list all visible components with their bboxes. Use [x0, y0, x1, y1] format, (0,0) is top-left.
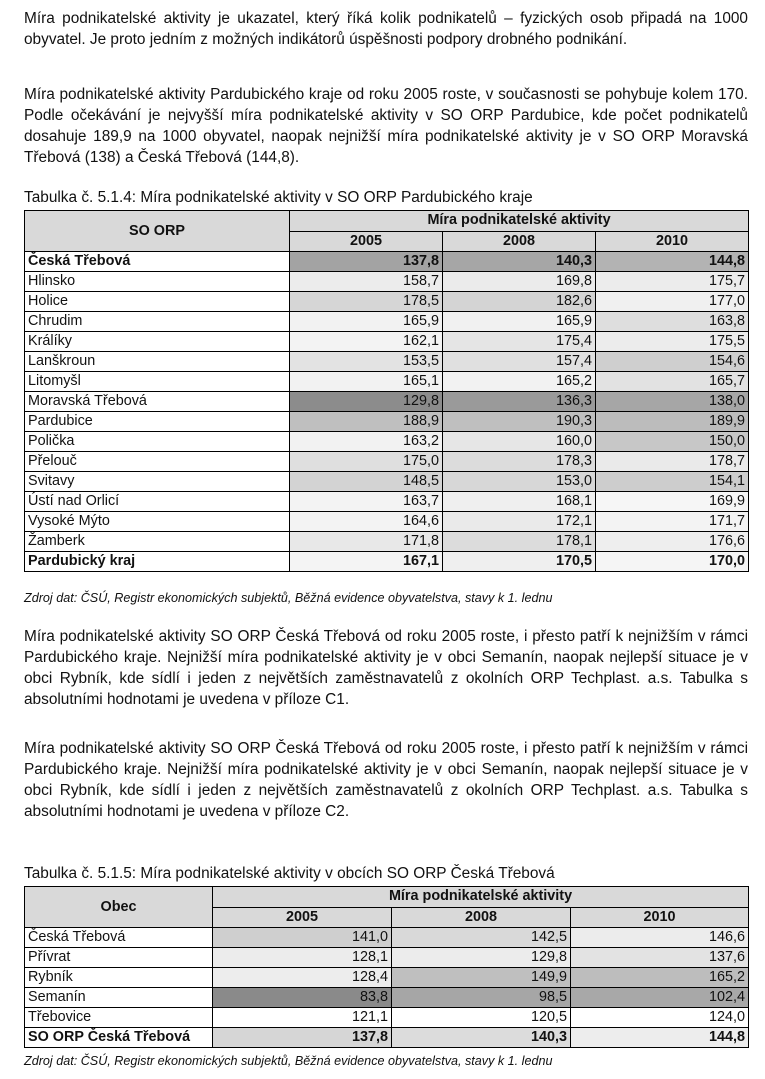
table-row — [25, 372, 749, 392]
value-cell: 177,0 — [596, 292, 749, 312]
table-row — [25, 492, 749, 512]
value-cell: 102,4 — [571, 988, 749, 1008]
row-label: Litomyšl — [25, 372, 290, 392]
table-row — [25, 1028, 749, 1048]
value-cell: 136,3 — [443, 392, 596, 412]
table-obce-activity — [24, 886, 749, 1048]
table2-source: Zdroj dat: ČSÚ, Registr ekonomických subjektů, Běžná evidence obyvatelstva, stavy k 1. lednu — [24, 1054, 553, 1068]
value-cell: 142,5 — [392, 928, 571, 948]
value-cell: 148,5 — [290, 472, 443, 492]
value-cell: 141,0 — [213, 928, 392, 948]
value-cell: 160,0 — [443, 432, 596, 452]
value-cell: 170,0 — [596, 552, 749, 572]
value-cell: 169,9 — [596, 492, 749, 512]
table1-body — [25, 252, 749, 572]
row-label: Chrudim — [25, 312, 290, 332]
row-label: Ústí nad Orlicí — [25, 492, 290, 512]
value-cell: 171,7 — [596, 512, 749, 532]
value-cell: 163,2 — [290, 432, 443, 452]
row-label: Přelouč — [25, 452, 290, 472]
table-row — [25, 292, 749, 312]
value-cell: 178,5 — [290, 292, 443, 312]
table-row — [25, 928, 749, 948]
value-cell: 146,6 — [571, 928, 749, 948]
row-label: Polička — [25, 432, 290, 452]
row-label: Třebovice — [25, 1008, 213, 1028]
value-cell: 149,9 — [392, 968, 571, 988]
table-row — [25, 948, 749, 968]
table1-header-so-orp: SO ORP — [25, 211, 290, 252]
value-cell: 165,2 — [443, 372, 596, 392]
table-row — [25, 312, 749, 332]
table-row — [25, 252, 749, 272]
value-cell: 163,7 — [290, 492, 443, 512]
value-cell: 140,3 — [392, 1028, 571, 1048]
row-label: Moravská Třebová — [25, 392, 290, 412]
paragraph-ceska-trebova-c2: Míra podnikatelské aktivity SO ORP Česká Třebová od roku 2005 roste, i přesto patří k nejnižším v rámci Pardubického kraje. Nejnižší míra podnikatelské aktivity je v obci Semanín, naopak nejlepší situace je v obci Rybník, kde sídlí i jeden z největších zaměstnavatelů z okolních ORP Techplast. a.s. Tabulka s absolutními hodnotami je uvedena v příloze C2. — [24, 740, 748, 820]
value-cell: 153,0 — [443, 472, 596, 492]
value-cell: 165,2 — [571, 968, 749, 988]
value-cell: 172,1 — [443, 512, 596, 532]
paragraph-pardubice-region: Míra podnikatelské aktivity Pardubického kraje od roku 2005 roste, v současnosti se pohybuje kolem 170. Podle očekávání je nejvyšší míra podnikatelské aktivity v SO ORP Pardubice, kde počet podnikatelů dosahuje 189,9 na 1000 obyvatel, naopak nejnižší míra podnikatelské aktivity je v SO ORP Moravská Třebová (138) a Česká Třebová (144,8). — [24, 86, 748, 166]
value-cell: 120,5 — [392, 1008, 571, 1028]
value-cell: 190,3 — [443, 412, 596, 432]
table-row — [25, 452, 749, 472]
row-label: Přívrat — [25, 948, 213, 968]
value-cell: 171,8 — [290, 532, 443, 552]
table2-header-year: 2008 — [392, 907, 571, 928]
value-cell: 137,6 — [571, 948, 749, 968]
value-cell: 165,1 — [290, 372, 443, 392]
table-row — [25, 432, 749, 452]
table-row — [25, 392, 749, 412]
row-label: Semanín — [25, 988, 213, 1008]
value-cell: 150,0 — [596, 432, 749, 452]
value-cell: 140,3 — [443, 252, 596, 272]
value-cell: 164,6 — [290, 512, 443, 532]
value-cell: 137,8 — [213, 1028, 392, 1048]
row-label: Králíky — [25, 332, 290, 352]
value-cell: 154,1 — [596, 472, 749, 492]
table1-source: Zdroj dat: ČSÚ, Registr ekonomických subjektů, Běžná evidence obyvatelstva, stavy k 1. lednu — [24, 591, 553, 605]
value-cell: 178,1 — [443, 532, 596, 552]
value-cell: 189,9 — [596, 412, 749, 432]
value-cell: 178,3 — [443, 452, 596, 472]
row-label: Lanškroun — [25, 352, 290, 372]
table2-header-year: 2010 — [571, 907, 749, 928]
value-cell: 153,5 — [290, 352, 443, 372]
value-cell: 165,9 — [290, 312, 443, 332]
table1-header-group: Míra podnikatelské aktivity — [290, 211, 749, 232]
table-row — [25, 412, 749, 432]
table2-header-group: Míra podnikatelské aktivity — [213, 887, 749, 908]
value-cell: 98,5 — [392, 988, 571, 1008]
value-cell: 129,8 — [290, 392, 443, 412]
table2-header-obec: Obec — [25, 887, 213, 928]
table2-caption: Tabulka č. 5.1.5: Míra podnikatelské aktivity v obcích SO ORP Česká Třebová — [24, 865, 555, 882]
row-label: Vysoké Mýto — [25, 512, 290, 532]
table-row — [25, 472, 749, 492]
row-label: Hlinsko — [25, 272, 290, 292]
value-cell: 175,0 — [290, 452, 443, 472]
paragraph-ceska-trebova-c1: Míra podnikatelské aktivity SO ORP Česká Třebová od roku 2005 roste, i přesto patří k nejnižším v rámci Pardubického kraje. Nejnižší míra podnikatelské aktivity je v obci Semanín, naopak nejlepší situace je v obci Rybník, kde sídlí i jeden z největších zaměstnavatelů z okolních ORP Techplast. a.s. Tabulka s absolutními hodnotami je uvedena v příloze C1. — [24, 628, 748, 708]
row-label: SO ORP Česká Třebová — [25, 1028, 213, 1048]
table-row — [25, 512, 749, 532]
value-cell: 144,8 — [571, 1028, 749, 1048]
value-cell: 169,8 — [443, 272, 596, 292]
row-label: Pardubice — [25, 412, 290, 432]
row-label: Žamberk — [25, 532, 290, 552]
value-cell: 170,5 — [443, 552, 596, 572]
table-row — [25, 988, 749, 1008]
row-label: Rybník — [25, 968, 213, 988]
value-cell: 124,0 — [571, 1008, 749, 1028]
value-cell: 176,6 — [596, 532, 749, 552]
row-label: Česká Třebová — [25, 928, 213, 948]
value-cell: 175,4 — [443, 332, 596, 352]
value-cell: 154,6 — [596, 352, 749, 372]
value-cell: 175,5 — [596, 332, 749, 352]
row-label: Svitavy — [25, 472, 290, 492]
value-cell: 165,9 — [443, 312, 596, 332]
value-cell: 167,1 — [290, 552, 443, 572]
value-cell: 157,4 — [443, 352, 596, 372]
value-cell: 168,1 — [443, 492, 596, 512]
value-cell: 182,6 — [443, 292, 596, 312]
value-cell: 158,7 — [290, 272, 443, 292]
value-cell: 163,8 — [596, 312, 749, 332]
value-cell: 144,8 — [596, 252, 749, 272]
table1-header-year: 2008 — [443, 231, 596, 252]
table-orp-activity — [24, 210, 749, 572]
value-cell: 121,1 — [213, 1008, 392, 1028]
value-cell: 178,7 — [596, 452, 749, 472]
table-row — [25, 272, 749, 292]
row-label: Česká Třebová — [25, 252, 290, 272]
value-cell: 137,8 — [290, 252, 443, 272]
table-row — [25, 552, 749, 572]
table-row — [25, 968, 749, 988]
table-row — [25, 352, 749, 372]
value-cell: 188,9 — [290, 412, 443, 432]
table1-header-year: 2005 — [290, 231, 443, 252]
value-cell: 128,1 — [213, 948, 392, 968]
value-cell: 165,7 — [596, 372, 749, 392]
paragraph-intro: Míra podnikatelské aktivity je ukazatel, který říká kolik podnikatelů – fyzických osob připadá na 1000 obyvatel. Je proto jedním z možných indikátorů úspěšnosti podpory drobného podnikání. — [24, 10, 748, 48]
table-row — [25, 532, 749, 552]
table1-header-year: 2010 — [596, 231, 749, 252]
row-label: Pardubický kraj — [25, 552, 290, 572]
value-cell: 162,1 — [290, 332, 443, 352]
value-cell: 128,4 — [213, 968, 392, 988]
table-row — [25, 332, 749, 352]
table1-caption: Tabulka č. 5.1.4: Míra podnikatelské aktivity v SO ORP Pardubického kraje — [24, 189, 533, 206]
value-cell: 175,7 — [596, 272, 749, 292]
table2-header-year: 2005 — [213, 907, 392, 928]
table2-body — [25, 928, 749, 1048]
value-cell: 129,8 — [392, 948, 571, 968]
value-cell: 138,0 — [596, 392, 749, 412]
value-cell: 83,8 — [213, 988, 392, 1008]
table-row — [25, 1008, 749, 1028]
row-label: Holice — [25, 292, 290, 312]
